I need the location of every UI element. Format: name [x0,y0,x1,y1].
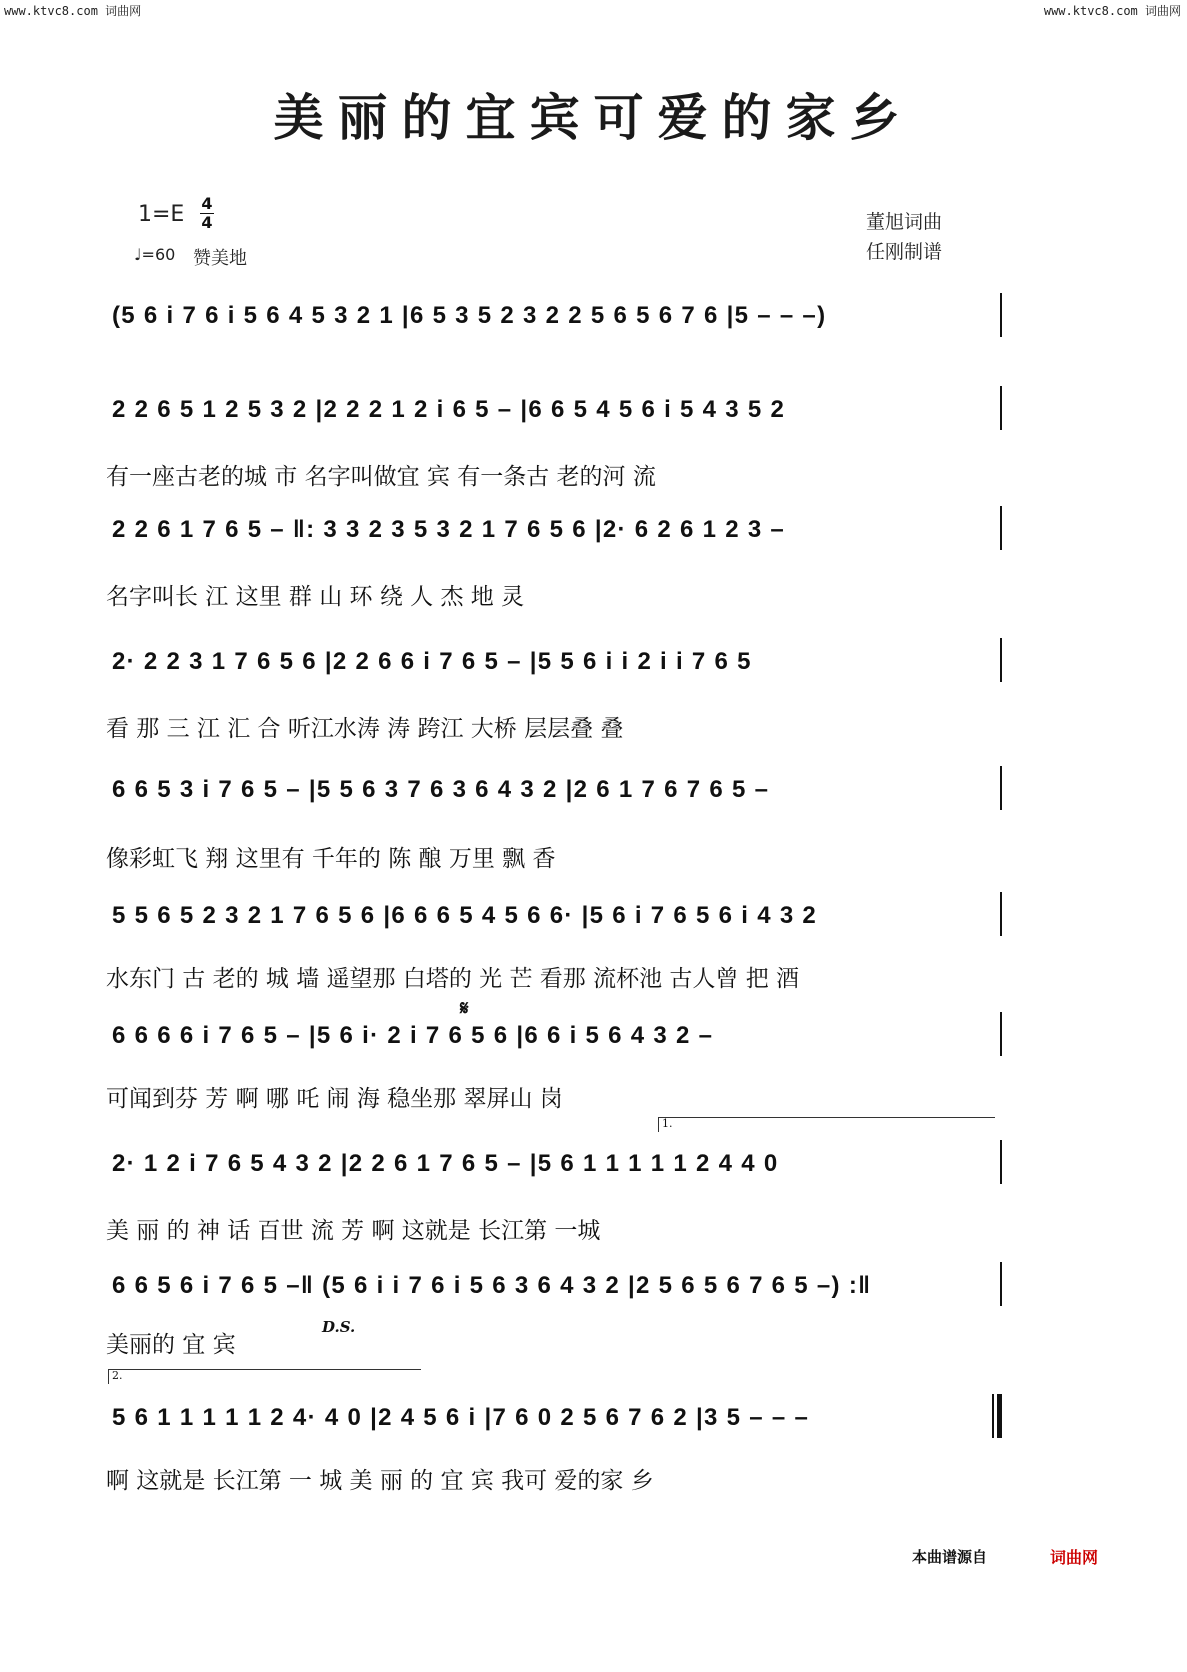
time-signature-bottom: 4 [201,213,213,232]
barline-row-9 [1000,1262,1002,1306]
score-row-5-lyrics: 像彩虹飞 翔 这里有 千年的 陈 酿 万里 飘 香 [106,846,556,872]
barline-row-3 [1000,506,1002,550]
volta-2-label: 2. [112,1369,123,1382]
score-row-3-notes: 2 2 6 1 7 6 5 – ‖: 3 3 2 3 5 3 2 1 7 6 5 6 |2· 6 2 6 1 2 3 – [112,516,786,543]
key-signature: 1=E [138,202,185,227]
score-row-10-notes: 5 6 1 1 1 1 1 2 4· 4 0 |2 4 5 6 i |7 6 0 2 5 6 7 6 2 |3 5 – – – [112,1404,810,1431]
barline-row-5 [1000,766,1002,810]
barline-row-2 [1000,386,1002,430]
score-row-8-lyrics: 美 丽 的 神 话 百世 流 芳 啊 这就是 长江第 一城 [106,1218,601,1244]
score-row-2-lyrics: 有一座古老的城 市 名字叫做宜 宾 有一条古 老的河 流 [106,464,656,490]
time-signature [200,196,214,231]
footer-source-label: 本曲谱源自 [912,1548,988,1566]
score-row-9-lyrics: 美丽的 宜 宾 [106,1332,236,1358]
site-watermark-left: www.ktvc8.com 词曲网 [4,4,142,18]
time-signature-top: 4 [201,194,213,213]
barline-row-1 [1000,293,1002,337]
site-watermark-right: www.ktvc8.com 词曲网 [1043,4,1181,18]
score-row-7-notes: 6 6 6 6 i 7 6 5 – |5 6 i· 2 i 7 6 5 6 |6 6 i 5 6 4 3 2 – [112,1022,714,1049]
score-row-3-lyrics: 名字叫长 江 这里 群 山 环 绕 人 杰 地 灵 [106,584,525,610]
score-row-7-lyrics: 可闻到芬 芳 啊 哪 吒 闹 海 稳坐那 翠屏山 岗 [106,1086,563,1112]
score-row-1-notes: (5 6 i 7 6 i 5 6 4 5 3 2 1 |6 5 3 5 2 3 2 2 5 6 5 6 7 6 |5 – – –) [112,302,827,329]
lyricist-credit: 董旭词曲 [866,211,943,233]
score-row-8-notes: 2· 1 2 i 7 6 5 4 3 2 |2 2 6 1 7 6 5 – |5 6 1 1 1 1 1 2 4 4 0 [112,1150,779,1177]
song-title: 美丽的宜宾可爱的家乡 [273,88,914,147]
volta-bracket-1 [658,1117,995,1132]
score-row-4-lyrics: 看 那 三 江 汇 合 听江水涛 涛 跨江 大桥 层层叠 叠 [106,716,624,742]
score-row-6-lyrics: 水东门 古 老的 城 墙 遥望那 白塔的 光 芒 看那 流杯池 古人曾 把 酒 [106,966,800,992]
volta-bracket-2 [108,1369,421,1384]
footer-source-brand[interactable]: 词曲网 [1050,1548,1099,1567]
expression-marking: 赞美地 [193,248,247,269]
barline-row-4 [1000,638,1002,682]
tempo-marking: ♩=60 [134,245,176,264]
score-row-10-lyrics: 啊 这就是 长江第 一 城 美 丽 的 宜 宾 我可 爱的家 乡 [106,1468,654,1494]
score-row-9-notes: 6 6 5 6 i 7 6 5 –‖ (5 6 i i 7 6 i 5 6 3 6 4 3 2 |2 5 6 5 6 7 6 5 –) :‖ [112,1272,872,1299]
score-row-6-notes: 5 5 6 5 2 3 2 1 7 6 5 6 |6 6 6 5 4 5 6 6· |5 6 i 7 6 5 6 i 4 3 2 [112,902,818,929]
score-row-2-notes: 2 2 6 5 1 2 5 3 2 |2 2 2 1 2 i 6 5 – |6 6 5 4 5 6 i 5 4 3 5 2 [112,396,786,423]
barline-row-6 [1000,892,1002,936]
final-barline-thick [997,1394,1002,1438]
score-row-5-notes: 6 6 5 3 i 7 6 5 – |5 5 6 3 7 6 3 6 4 3 2 |2 6 1 7 6 7 6 5 – [112,776,770,803]
barline-row-7 [1000,1012,1002,1056]
arranger-credit: 任刚制谱 [866,241,943,263]
barline-row-8 [1000,1140,1002,1184]
segno-sign: 𝄋 [460,996,469,1020]
final-barline-thin [992,1394,994,1438]
ds-marking: D.S. [322,1318,356,1336]
volta-1-label: 1. [662,1117,673,1130]
score-row-4-notes: 2· 2 2 3 1 7 6 5 6 |2 2 6 6 i 7 6 5 – |5 5 6 i i 2 i i 7 6 5 [112,648,752,675]
